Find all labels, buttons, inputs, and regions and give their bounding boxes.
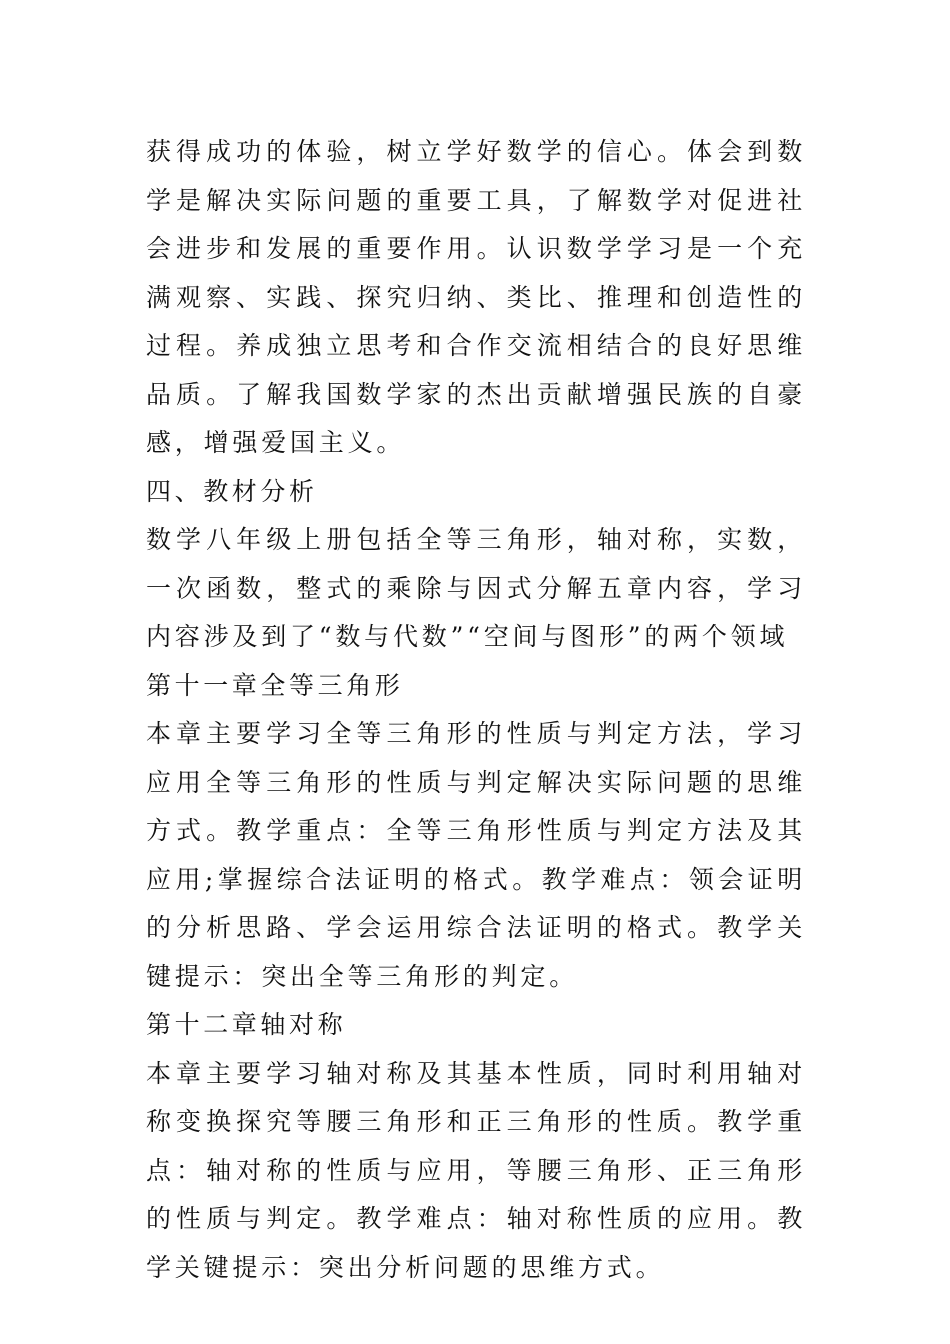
paragraph-chapter-12: 本章主要学习轴对称及其基本性质，同时利用轴对称变换探究等腰三角形和正三角形的性质。教学重点：轴对称的性质与应用，等腰三角形、正三角形的性质与判定。教学难点：轴对称性质的应用。教学关键提示：突出分析问题的思维方式。 [146, 1058, 806, 1282]
chapter-heading-11: 第十一章全等三角形 [146, 670, 404, 700]
chapter-heading-12: 第十二章轴对称 [146, 1010, 347, 1039]
paragraph-goals: 获得成功的体验，树立学好数学的信心。体会到数学是解决实际问题的重要工具，了解数学对促进社会进步和发展的重要作用。认识数学学习是一个充满观察、实践、探究归纳、类比、推理和创造性的过程。养成独立思考和合作交流相结合的良好思维品质。了解我国数学家的杰出贡献增强民族的自豪感，增强爱国主义。 [146, 137, 806, 457]
paragraph-textbook-overview: 数学八年级上册包括全等三角形，轴对称，实数，一次函数，整式的乘除与因式分解五章内容，学习内容涉及到了“数与代数”“空间与图形”的两个领域 [146, 525, 806, 651]
document-page [146, 128, 806, 1292]
section-heading-textbook-analysis: 四、教材分析 [146, 476, 318, 506]
paragraph-chapter-11: 本章主要学习全等三角形的性质与判定方法，学习应用全等三角形的性质与判定解决实际问题的思维方式。教学重点：全等三角形性质与判定方法及其应用;掌握综合法证明的格式。教学难点：领会证明的分析思路、学会运用综合法证明的格式。教学关键提示：突出全等三角形的判定。 [146, 719, 806, 991]
